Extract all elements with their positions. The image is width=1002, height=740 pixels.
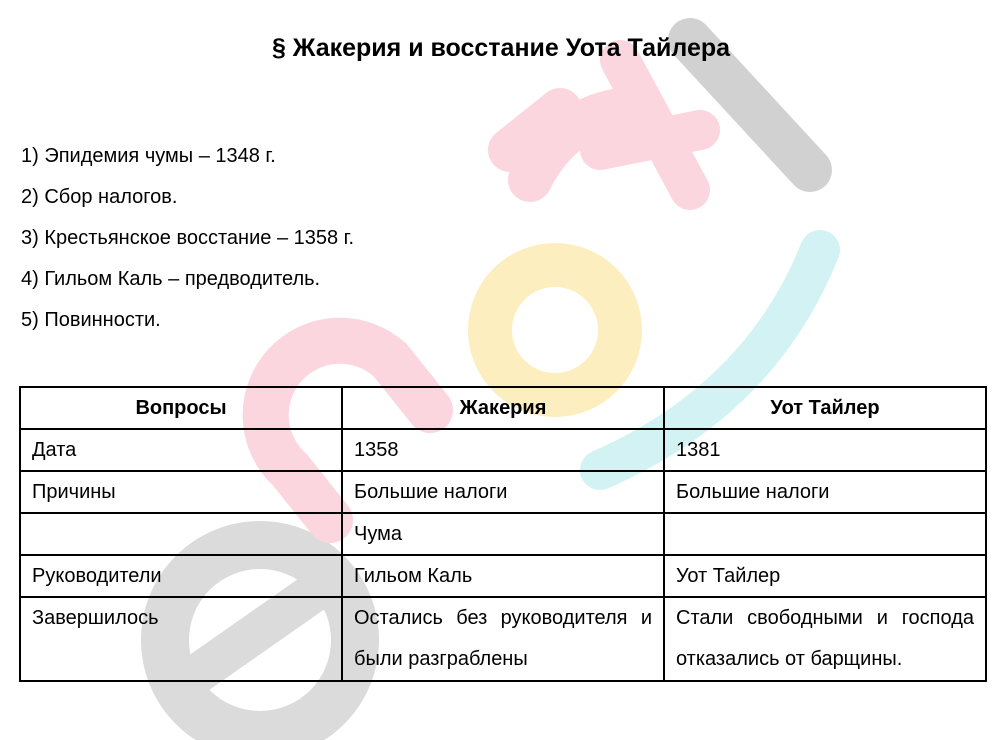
fact-item: 2) Сбор налогов.	[21, 186, 178, 208]
fact-item: 5) Повинности.	[21, 309, 161, 331]
table-cell: Большие налоги	[342, 471, 664, 513]
watermark-letter-r	[510, 110, 620, 180]
comparison-table	[19, 386, 987, 682]
table-cell	[20, 513, 342, 555]
table-cell: Завершилось	[20, 597, 342, 681]
table-header-row	[20, 387, 986, 429]
table-cell	[664, 513, 986, 555]
table-cell: Остались без руководителя и были разграблены	[342, 597, 664, 681]
table-cell: 1381	[664, 429, 986, 471]
header-questions: Вопросы	[20, 387, 342, 429]
facts-list	[21, 136, 354, 341]
fact-item: 3) Крестьянское восстание – 1358 г.	[21, 227, 355, 249]
watermark-letter-o	[490, 265, 620, 395]
table-cell: Дата	[20, 429, 342, 471]
table-cell: Причины	[20, 471, 342, 513]
table-cell: Стали свободными и господа отказались от барщины.	[664, 597, 986, 681]
page-title: § Жакерия и восстание Уота Тайлера	[271, 34, 731, 62]
table-row	[20, 513, 986, 555]
table-row	[20, 471, 986, 513]
watermark-letter-k	[600, 60, 700, 190]
table-cell: Большие налоги	[664, 471, 986, 513]
fact-item: 4) Гильом Каль – предводитель.	[21, 268, 321, 290]
table-row	[20, 597, 986, 681]
fact-item: 1) Эпидемия чумы – 1348 г.	[21, 145, 276, 167]
table-row	[20, 555, 986, 597]
table-cell: Гильом Каль	[342, 555, 664, 597]
table-cell: Уот Тайлер	[664, 555, 986, 597]
table-cell: Чума	[342, 513, 664, 555]
header-wat-tyler: Уот Тайлер	[664, 387, 986, 429]
table-cell: 1358	[342, 429, 664, 471]
table-cell: Руководители	[20, 555, 342, 597]
header-jacquerie: Жакерия	[342, 387, 664, 429]
table-row	[20, 429, 986, 471]
